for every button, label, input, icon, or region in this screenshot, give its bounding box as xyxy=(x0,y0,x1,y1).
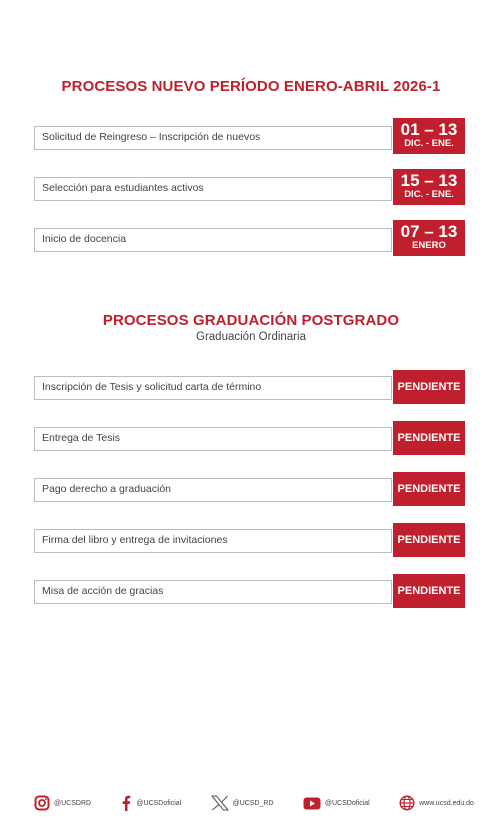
status-badge: PENDIENTE xyxy=(393,421,465,455)
section-graduacion-subtitle: Graduación Ordinaria xyxy=(196,331,306,343)
process-label: Solicitud de Reingreso – Inscripción de nuevos xyxy=(42,131,261,143)
globe-icon xyxy=(399,795,415,811)
x-handle: @UCSD_RD xyxy=(232,799,274,807)
youtube-link[interactable] xyxy=(303,797,370,810)
graduation-row xyxy=(34,478,465,506)
status-badge: PENDIENTE xyxy=(393,472,465,506)
website-url: www.ucsd.edu.do xyxy=(419,799,474,807)
date-range: 15 – 13 xyxy=(400,171,458,190)
website-link[interactable] xyxy=(399,795,474,811)
date-badge xyxy=(393,220,465,256)
date-range: 07 – 13 xyxy=(400,222,458,241)
youtube-icon xyxy=(303,797,321,810)
process-label: Entrega de Tesis xyxy=(42,432,121,444)
section-nuevo-periodo-title: PROCESOS NUEVO PERÍODO ENERO-ABRIL 2026-1 xyxy=(61,78,441,95)
status-badge: PENDIENTE xyxy=(393,523,465,557)
facebook-link[interactable] xyxy=(120,795,181,811)
social-footer xyxy=(34,794,474,812)
x-icon xyxy=(211,795,229,811)
process-label: Pago derecho a graduación xyxy=(42,483,172,495)
section-graduacion-title: PROCESOS GRADUACIÓN POSTGRADO xyxy=(102,312,400,329)
process-row xyxy=(34,120,465,154)
graduation-row xyxy=(34,529,465,557)
youtube-handle: @UCSDoficial xyxy=(324,799,370,807)
process-label: Inicio de docencia xyxy=(42,233,127,245)
process-label: Firma del libro y entrega de invitaciones xyxy=(42,534,228,546)
date-months: DIC. - ENE. xyxy=(404,138,454,149)
graduation-row xyxy=(34,376,465,404)
status-badge: PENDIENTE xyxy=(393,370,465,404)
date-badge xyxy=(393,169,465,205)
instagram-link[interactable] xyxy=(34,795,91,811)
process-label: Inscripción de Tesis y solicitud carta de término xyxy=(42,381,262,393)
facebook-icon xyxy=(120,795,132,811)
date-months: ENERO xyxy=(412,240,446,251)
date-range: 01 – 13 xyxy=(400,120,458,139)
date-months: DIC. - ENE. xyxy=(404,189,454,200)
graduation-row xyxy=(34,427,465,455)
graduation-row xyxy=(34,580,465,608)
x-link[interactable] xyxy=(211,795,274,811)
instagram-icon xyxy=(34,795,50,811)
process-label: Selección para estudiantes activos xyxy=(42,182,204,194)
facebook-handle: @UCSDoficial xyxy=(136,799,182,807)
instagram-handle: @UCSDRD xyxy=(54,799,92,807)
date-badge xyxy=(393,118,465,154)
process-label: Misa de acción de gracias xyxy=(42,585,164,597)
process-row xyxy=(34,171,465,205)
status-badge: PENDIENTE xyxy=(393,574,465,608)
process-row xyxy=(34,222,465,256)
